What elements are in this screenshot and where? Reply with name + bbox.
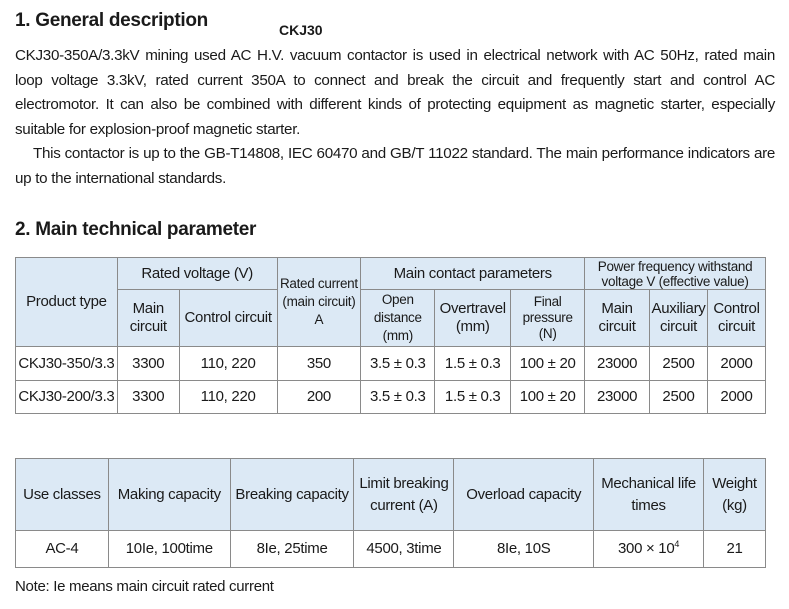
cell-final-pressure: 100 ± 20 [511,381,585,414]
footnote: Note: Ie means main circuit rated current [15,578,274,595]
cell-main-voltage: 3300 [117,347,179,381]
general-description [15,44,775,191]
section-2-title: 2. Main technical parameter [15,219,257,240]
cell-weight: 21 [704,531,766,568]
header-power-frequency: Power frequency withstand voltage V (effective value) [585,258,766,290]
cell-pf-control: 2000 [707,347,765,381]
header-main-contact-parameters: Main contact parameters [361,258,585,290]
cell-pf-main: 23000 [585,347,650,381]
cell-pf-auxiliary: 2500 [650,381,708,414]
description-paragraph-1: CKJ30-350A/3.3kV mining used AC H.V. vacuum contactor is used in electrical network with AC 50Hz, rated main loop voltage 3.3kV, rated current 350A to connect and break the circuit and frequently start and control AC electromotor. It can also be combined with different kinds of protecting equipment as magnetic starter, especially suitable for explosion-proof magnetic starter. [15,47,775,138]
usage-parameter-table [15,458,766,568]
cell-limit-breaking-current: 4500, 3time [354,531,454,568]
header-making-capacity: Making capacity [108,459,230,531]
description-paragraph-2: This contactor is up to the GB-T14808, IEC 60470 and GB/T 11022 standard. The main performance indicators are up to the international standards. [15,145,775,187]
technical-parameter-table [15,257,766,414]
header-use-classes: Use classes [16,459,109,531]
header-product-type: Product type [16,258,118,347]
header-pf-control: Control circuit [707,290,765,347]
header-weight: Weight (kg) [704,459,766,531]
header-rated-voltage: Rated voltage (V) [117,258,277,290]
header-overload-capacity: Overload capacity [454,459,594,531]
cell-use-class: AC-4 [16,531,109,568]
cell-pf-control: 2000 [707,381,765,414]
header-pf-auxiliary: Auxiliary circuit [650,290,708,347]
cell-final-pressure: 100 ± 20 [511,347,585,381]
header-control-circuit: Control circuit [179,290,277,347]
cell-pf-main: 23000 [585,381,650,414]
cell-control-voltage: 110, 220 [179,347,277,381]
header-pf-main: Main circuit [585,290,650,347]
header-overtravel: Overtravel (mm) [435,290,511,347]
header-breaking-capacity: Breaking capacity [230,459,354,531]
cell-rated-current: 350 [277,347,361,381]
header-final-pressure: Final pressure (N) [511,290,585,347]
product-tag: CKJ30 [279,22,323,38]
mechanical-life-base: 300 × 10 [617,540,675,557]
table-row [16,381,766,414]
cell-product-type: CKJ30-350/3.3 [16,347,118,381]
cell-breaking-capacity: 8Ie, 25time [230,531,354,568]
cell-main-voltage: 3300 [117,381,179,414]
header-limit-breaking-current: Limit breaking current (A) [354,459,454,531]
cell-overtravel: 1.5 ± 0.3 [435,347,511,381]
header-mechanical-life: Mechanical life times [594,459,704,531]
cell-overload-capacity: 8Ie, 10S [454,531,594,568]
cell-product-type: CKJ30-200/3.3 [16,381,118,414]
cell-making-capacity: 10Ie, 100time [108,531,230,568]
cell-overtravel: 1.5 ± 0.3 [435,381,511,414]
mechanical-life-exponent: 4 [674,539,680,549]
table-row [16,531,766,568]
cell-open-distance: 3.5 ± 0.3 [361,347,435,381]
header-main-circuit: Main circuit [117,290,179,347]
header-rated-current: Rated current (main circuit) A [277,258,361,347]
table-row [16,347,766,381]
cell-open-distance: 3.5 ± 0.3 [361,381,435,414]
cell-mechanical-life [594,531,704,568]
cell-rated-current: 200 [277,381,361,414]
cell-pf-auxiliary: 2500 [650,347,708,381]
header-open-distance: Open distance (mm) [361,290,435,347]
cell-control-voltage: 110, 220 [179,381,277,414]
section-1-title: 1. General description [15,10,208,31]
